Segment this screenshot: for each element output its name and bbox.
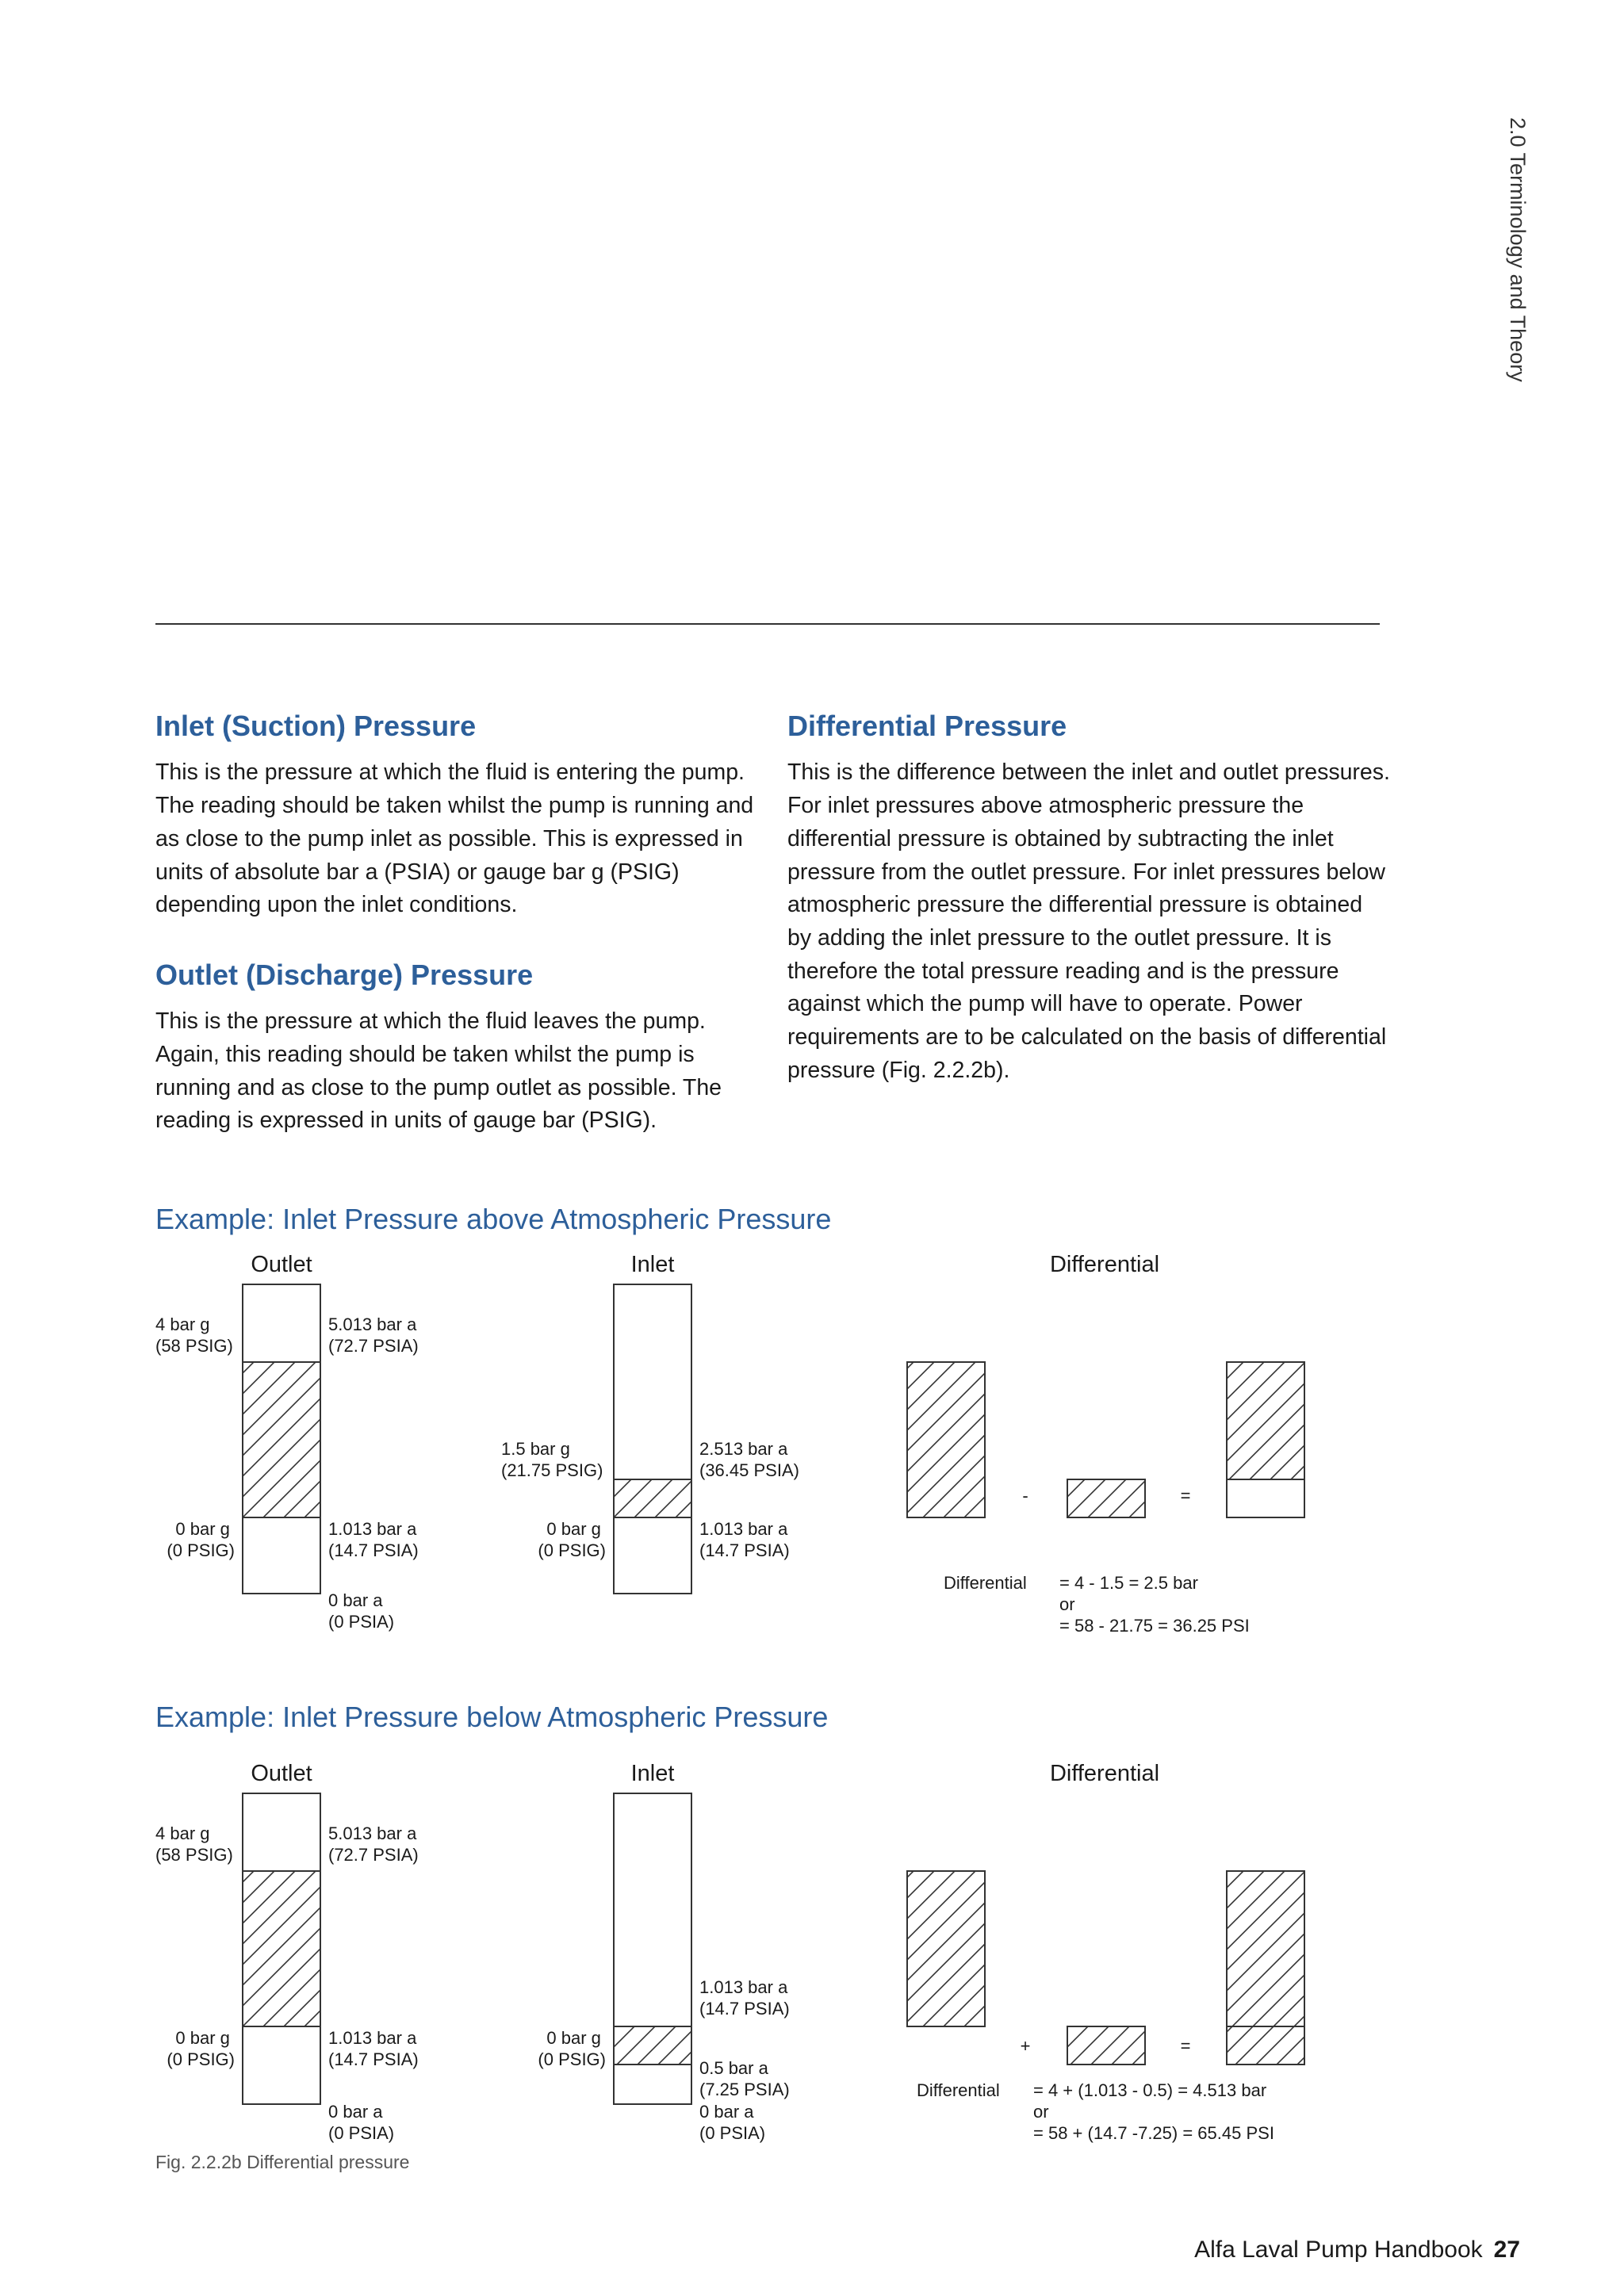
inlet-zero-gauge: 0 bar g (0 PSIG): [538, 2028, 606, 2069]
diff-equals: =: [1180, 1486, 1191, 1506]
left-column: [155, 710, 758, 1138]
inlet-level-abs: 0.5 bar a (7.25 PSIA): [699, 2058, 790, 2099]
outlet-hatched-block: [243, 1871, 320, 2026]
outlet-top-gauge: 4 bar g (58 PSIG): [155, 1314, 233, 1356]
figure-caption: Fig. 2.2.2b Differential pressure: [155, 2152, 410, 2172]
chapter-side-tab-label: 2.0 Terminology and Theory: [1506, 117, 1530, 382]
inlet-header: Inlet: [630, 1252, 675, 1277]
outlet-top-gauge: 4 bar g (58 PSIG): [155, 1823, 233, 1865]
diff-calc-label: Differential: [917, 2080, 1000, 2100]
inlet-vacuum-abs: 0 bar a (0 PSIA): [699, 2102, 766, 2143]
inlet-zero-abs: 1.013 bar a (14.7 PSIA): [699, 1519, 790, 1560]
diff-calc-lines: = 4 - 1.5 = 2.5 bar or = 58 - 21.75 = 36.25 PSI: [1059, 1573, 1250, 1636]
inlet-level-gauge: 1.5 bar g (21.75 PSIG): [501, 1439, 603, 1480]
diff-equals: =: [1180, 2036, 1191, 2056]
inlet-column: [614, 1284, 691, 1594]
outlet-header: Outlet: [251, 1252, 312, 1277]
diff-calc-label: Differential: [944, 1573, 1027, 1593]
example-above-atmospheric-title: Example: Inlet Pressure above Atmospheric Pressure: [155, 1203, 832, 1235]
inlet-header: Inlet: [630, 1761, 675, 1786]
outlet-zero-abs: 1.013 bar a (14.7 PSIA): [328, 2028, 419, 2069]
inlet-level-abs: 2.513 bar a (36.45 PSIA): [699, 1439, 799, 1480]
inlet-hatched-block: [614, 1479, 691, 1517]
inlet-pressure-heading: Inlet (Suction) Pressure: [155, 710, 477, 742]
diff-result-hatched: [1227, 1871, 1304, 2064]
diff-inlet-block: [1067, 2026, 1145, 2064]
page-number: 27: [1493, 2237, 1520, 2263]
header-rule: [155, 623, 1380, 625]
footer-title: Alfa Laval Pump Handbook: [1194, 2237, 1483, 2263]
diff-result-hatched: [1227, 1362, 1304, 1479]
outlet-vacuum-abs: 0 bar a (0 PSIA): [328, 1590, 395, 1632]
example-above-diagram-svg: [0, 1245, 1624, 1657]
differential-pressure-text: This is the difference between the inlet and outlet pressures. For inlet pressures above atmospheric pressure the differential pressure is obtained by subtracting the inlet pressure from the outlet pressure. For inlet pressures below atmospheric pressure the differential pressure is obtained by adding the inlet pressure to the outlet pressure. It is therefore the total pressure reading and is the pressure against which the pump will have to operate. Power requirements are to be calculated on the basis of differential pressure (Fig. 2.2.2b).: [787, 760, 1390, 1083]
inlet-pressure-text: This is the pressure at which the fluid is entering the pump. The reading should be taken whilst the pump is running and as close to the pump inlet as possible. This is expressed in units of absolute bar a (PSIA) or gauge bar g (PSIG) depending upon the inlet conditions.: [155, 760, 754, 918]
outlet-top-abs: 5.013 bar a (72.7 PSIA): [328, 1314, 419, 1356]
diff-calc-lines: = 4 + (1.013 - 0.5) = 4.513 bar or = 58 + (14.7 -7.25) = 65.45 PSI: [1033, 2080, 1274, 2143]
outlet-header: Outlet: [251, 1761, 312, 1786]
example-below-atmospheric-title: Example: Inlet Pressure below Atmospheric Pressure: [155, 1701, 829, 1733]
outlet-pressure-heading: Outlet (Discharge) Pressure: [155, 958, 534, 991]
differential-pressure-heading: Differential Pressure: [787, 710, 1067, 742]
outlet-pressure-text: This is the pressure at which the fluid leaves the pump. Again, this reading should be taken whilst the pump is running and as close to the pump outlet as possible. The reading is expressed in units of gauge bar (PSIG).: [155, 1008, 722, 1134]
inlet-hatched-block: [614, 2026, 691, 2064]
outlet-zero-gauge: 0 bar g (0 PSIG): [167, 2028, 235, 2069]
diff-inlet-block: [1067, 1479, 1145, 1517]
diff-operator: -: [1022, 1486, 1028, 1506]
example-below-diagram-svg: [0, 1754, 1624, 2166]
page-footer: [1194, 2237, 1520, 2263]
inlet-zero-gauge: 0 bar g (0 PSIG): [538, 1519, 606, 1560]
diff-operator: +: [1020, 2036, 1031, 2056]
diff-outlet-block: [907, 1362, 985, 1517]
outlet-hatched-block: [243, 1362, 320, 1517]
outlet-vacuum-abs: 0 bar a (0 PSIA): [328, 2102, 395, 2143]
example-above-atmospheric-diagram: [0, 1245, 1624, 1736]
differential-header: Differential: [1049, 1761, 1160, 1786]
outlet-zero-gauge: 0 bar g (0 PSIG): [167, 1519, 235, 1560]
diff-outlet-block: [907, 1871, 985, 2026]
inlet-atm-abs: 1.013 bar a (14.7 PSIA): [699, 1977, 790, 2019]
chapter-side-tab: [1498, 117, 1530, 434]
diff-result-plain: [1227, 1479, 1304, 1517]
right-column: [787, 710, 1390, 1087]
differential-header: Differential: [1049, 1252, 1160, 1277]
outlet-zero-abs: 1.013 bar a (14.7 PSIA): [328, 1519, 419, 1560]
outlet-top-abs: 5.013 bar a (72.7 PSIA): [328, 1823, 419, 1865]
